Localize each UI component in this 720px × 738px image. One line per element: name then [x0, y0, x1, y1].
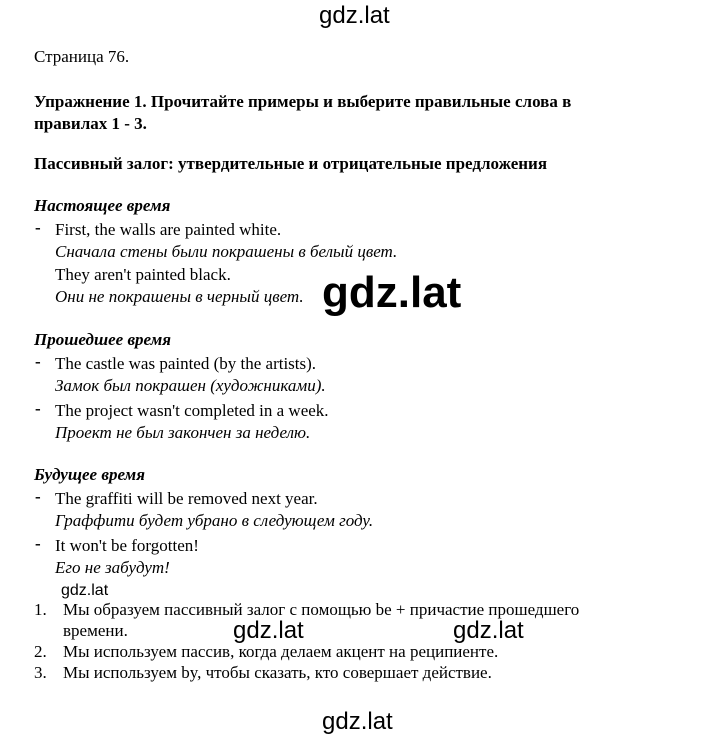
rule-3-text: Мы используем by, чтобы сказать, кто совершает действие.: [63, 663, 492, 682]
exercise-title-line1: Упражнение 1. Прочитайте примеры и выберите правильные слова в: [34, 92, 572, 111]
future-example-ru-2: Его не забудут!: [55, 558, 170, 577]
rule-number: 3.: [34, 663, 47, 682]
bullet-dash: -: [35, 352, 41, 371]
past-heading: Прошедшее время: [34, 330, 172, 349]
future-example-ru-1: Граффити будет убрано в следующем году.: [55, 511, 374, 530]
watermark-mid-left: gdz.lat: [233, 617, 304, 644]
present-example-ru-1: Сначала стены были покрашены в белый цвет.: [55, 242, 398, 261]
past-example-ru-2: Проект не был закончен за неделю.: [55, 423, 311, 442]
past-example-ru-1: Замок был покрашен (художниками).: [55, 376, 326, 395]
rule-1-line1: Мы образуем пассивный залог с помощью be + причастие прошедшего: [63, 600, 580, 619]
present-example-en-2: They aren't painted black.: [55, 265, 231, 284]
future-heading: Будущее время: [34, 465, 145, 484]
bullet-dash: -: [35, 218, 41, 237]
watermark-small: gdz.lat: [61, 582, 109, 599]
watermark-mid-right: gdz.lat: [453, 617, 524, 644]
page-label: Страница 76.: [34, 47, 130, 66]
future-example-en-1: The graffiti will be removed next year.: [55, 489, 318, 508]
present-example-ru-2: Они не покрашены в черный цвет.: [55, 287, 304, 306]
watermark-bottom: gdz.lat: [322, 708, 393, 735]
rule-number: 2.: [34, 642, 47, 661]
rule-1-line2: времени.: [63, 621, 128, 640]
rule-2-text: Мы используем пассив, когда делаем акцент на реципиенте.: [63, 642, 499, 661]
present-example-en-1: First, the walls are painted white.: [55, 220, 282, 239]
bullet-dash: -: [35, 487, 41, 506]
present-heading: Настоящее время: [34, 196, 171, 215]
watermark-center: gdz.lat: [322, 268, 462, 317]
rule-number: 1.: [34, 600, 47, 619]
past-example-en-1: The castle was painted (by the artists).: [55, 354, 317, 373]
past-example-en-2: The project wasn't completed in a week.: [55, 401, 329, 420]
exercise-title-line2: правилах 1 - 3.: [34, 114, 147, 133]
bullet-dash: -: [35, 534, 41, 553]
bullet-dash: -: [35, 399, 41, 418]
future-example-en-2: It won't be forgotten!: [55, 536, 199, 555]
watermark-top: gdz.lat: [319, 2, 390, 29]
section-title: Пассивный залог: утвердительные и отрицательные предложения: [34, 154, 548, 173]
